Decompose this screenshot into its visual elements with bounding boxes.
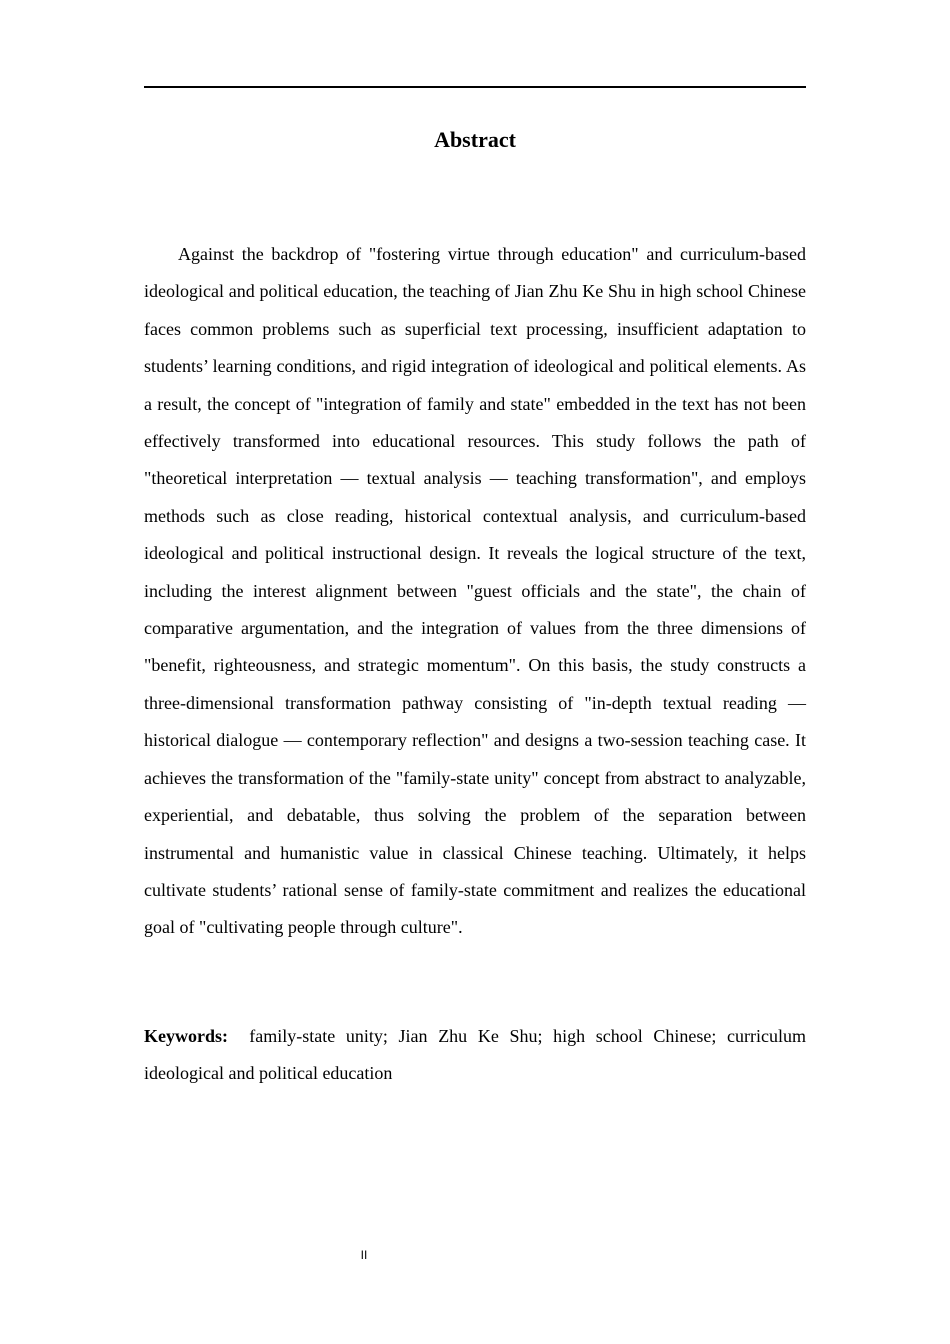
keywords-label: Keywords: bbox=[144, 1026, 228, 1046]
keywords-text: family-state unity; Jian Zhu Ke Shu; high school Chinese; curriculum ideological and political education bbox=[144, 1026, 807, 1084]
keywords-paragraph bbox=[144, 1018, 806, 1093]
header-rule bbox=[144, 86, 806, 88]
abstract-body: Against the backdrop of "fostering virtue through education" and curriculum-based ideological and political education, the teaching of Jian Zhu Ke Shu in high school Chinese faces common problems such as superficial text processing, insufficient adaptation to students’ learning conditions, and rigid integration of ideological and political elements. As a result, the concept of "integration of family and state" embedded in the text has not been effectively transformed into educational resources. This study follows the path of "theoretical interpretation — textual analysis — teaching transformation", and employs methods such as close reading, historical contextual analysis, and curriculum-based ideological and political instructional design. It reveals the logical structure of the text, including the interest alignment between "guest officials and the state", the chain of comparative argumentation, and the integration of values from the three dimensions of "benefit, righteousness, and strategic momentum". On this basis, the study constructs a three-dimensional transformation pathway consisting of "in-depth textual reading — historical dialogue — contemporary reflection" and designs a two-session teaching case. It achieves the transformation of the "family-state unity" concept from abstract to analyzable, experiential, and debatable, thus solving the problem of the separation between instrumental and humanistic value in classical Chinese teaching. Ultimately, it helps cultivate students’ rational sense of family-state commitment and realizes the educational goal of "cultivating people through culture". bbox=[144, 244, 806, 938]
abstract-title: Abstract bbox=[434, 127, 516, 152]
page-number: II bbox=[360, 1248, 368, 1262]
